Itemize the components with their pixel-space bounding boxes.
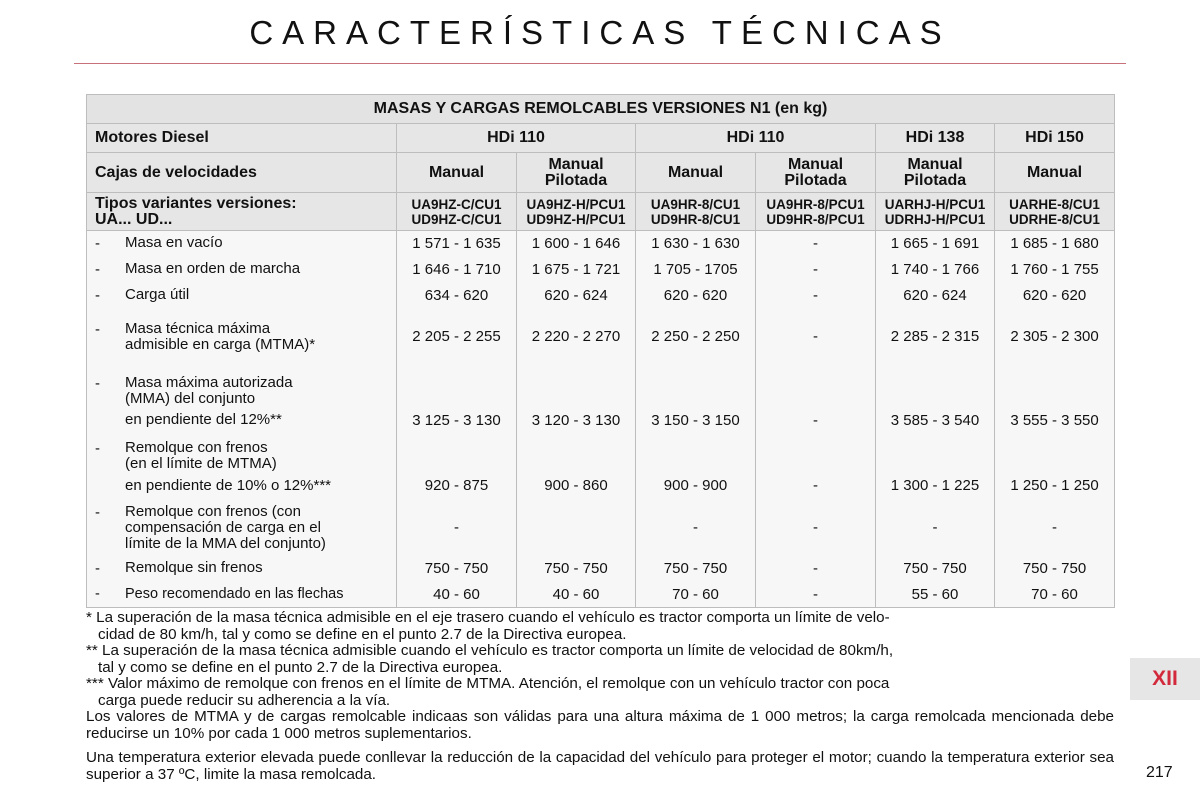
value-cell: 3 585 - 3 540 bbox=[876, 407, 995, 434]
row-label bbox=[87, 500, 397, 556]
value-cell: 750 - 750 bbox=[995, 556, 1115, 582]
page-title: CARACTERÍSTICAS TÉCNICAS bbox=[249, 14, 951, 51]
value-cell: - bbox=[995, 500, 1115, 556]
engines-label: Motores Diesel bbox=[87, 124, 397, 153]
value-cell: 750 - 750 bbox=[517, 556, 636, 582]
value-cell bbox=[636, 365, 756, 407]
row-label-text: Carga útil bbox=[125, 286, 190, 303]
type-cell bbox=[876, 193, 995, 231]
footnote-1-line1: * La superación de la masa técnica admisible en el eje trasero cuando el vehículo es tractor comporta un límite de velo- bbox=[86, 609, 890, 626]
type-code: UARHE-8/CU1 bbox=[1009, 196, 1100, 212]
value-cell: 750 - 750 bbox=[397, 556, 517, 582]
value-cell: 1 300 - 1 225 bbox=[876, 472, 995, 500]
value-cell: 750 - 750 bbox=[876, 556, 995, 582]
row-label bbox=[87, 283, 397, 309]
altitude-note: Los valores de MTMA y de cargas remolcable indicaas son válidas para una altura máxima de 1 000 metros; la carga remolcada mencionada debe reducirse un 10% por cada 1 000 metros suplementarios. bbox=[86, 708, 1114, 742]
type-cell bbox=[517, 193, 636, 231]
type-code: UA9HZ-C/CU1 bbox=[411, 196, 502, 212]
value-cell: - bbox=[756, 283, 876, 309]
type-cell bbox=[397, 193, 517, 231]
page-number: 217 bbox=[1146, 764, 1173, 781]
value-cell: 3 555 - 3 550 bbox=[995, 407, 1115, 434]
value-cell bbox=[517, 365, 636, 407]
value-cell: 1 630 - 1 630 bbox=[636, 231, 756, 257]
table-row bbox=[87, 231, 1115, 257]
value-cell: 2 220 - 2 270 bbox=[517, 309, 636, 365]
footnote-3-line2: carga puede reducir su adherencia a la vía. bbox=[98, 691, 391, 709]
gearbox-cell: Manual bbox=[636, 153, 756, 193]
row-label bbox=[87, 472, 397, 500]
row-label-text: Masa máxima autorizada bbox=[125, 373, 293, 391]
value-cell: - bbox=[397, 500, 517, 556]
bullet-dash: - bbox=[95, 560, 100, 577]
value-cell: 920 - 875 bbox=[397, 472, 517, 500]
bullet-dash: - bbox=[95, 439, 100, 457]
bullet-dash: - bbox=[95, 586, 100, 603]
value-cell: - bbox=[756, 231, 876, 257]
value-cell: 750 - 750 bbox=[636, 556, 756, 582]
value-cell bbox=[517, 434, 636, 472]
types-label-line2: UA... UD... bbox=[95, 210, 173, 228]
row-label bbox=[87, 257, 397, 283]
type-code: UD9HZ-H/PCU1 bbox=[526, 211, 626, 227]
footnote-3-line1: *** Valor máximo de remolque con frenos en el límite de MTMA. Atención, el remolque con un vehículo tractor con poca bbox=[86, 675, 890, 692]
row-label-text: Peso recomendado en las flechas bbox=[125, 586, 344, 603]
value-cell: 1 705 - 1705 bbox=[636, 257, 756, 283]
row-label-text: Masa en orden de marcha bbox=[125, 260, 301, 277]
value-cell: 1 760 - 1 755 bbox=[995, 257, 1115, 283]
bullet-dash: - bbox=[95, 235, 100, 253]
footnote-2-line2: tal y como se define en el punto 2.7 de la Directiva europea. bbox=[98, 658, 503, 676]
type-cell bbox=[636, 193, 756, 231]
value-cell: 1 685 - 1 680 bbox=[995, 231, 1115, 257]
type-cell bbox=[995, 193, 1115, 231]
value-cell: 1 571 - 1 635 bbox=[397, 231, 517, 257]
table-row bbox=[87, 556, 1115, 582]
bullet-dash: - bbox=[95, 374, 100, 392]
value-cell: 900 - 900 bbox=[636, 472, 756, 500]
footnote-1 bbox=[86, 610, 1114, 643]
type-code: UA9HR-8/PCU1 bbox=[766, 196, 865, 212]
value-cell: 1 740 - 1 766 bbox=[876, 257, 995, 283]
value-cell: 2 285 - 2 315 bbox=[876, 309, 995, 365]
value-cell bbox=[517, 500, 636, 556]
table-title-row bbox=[87, 95, 1115, 124]
type-code: UD9HR-8/PCU1 bbox=[766, 211, 865, 227]
value-cell: 620 - 620 bbox=[995, 283, 1115, 309]
gearbox-cell: Manual bbox=[397, 153, 517, 193]
types-label-line1: Tipos variantes versiones: bbox=[95, 194, 297, 212]
value-cell: - bbox=[756, 500, 876, 556]
engine-cell: HDi 110 bbox=[636, 124, 876, 153]
gearbox-cell: Manual Pilotada bbox=[756, 153, 876, 193]
value-cell: 1 250 - 1 250 bbox=[995, 472, 1115, 500]
row-label-text: Remolque sin frenos bbox=[125, 559, 263, 576]
row-label bbox=[87, 434, 397, 472]
value-cell bbox=[876, 365, 995, 407]
row-label-text: admisible en carga (MTMA)* bbox=[125, 335, 316, 353]
value-cell: - bbox=[756, 556, 876, 582]
value-cell: - bbox=[756, 309, 876, 365]
type-code: UD9HZ-C/CU1 bbox=[411, 211, 502, 227]
value-cell: - bbox=[636, 500, 756, 556]
type-code: UARHJ-H/PCU1 bbox=[884, 196, 986, 212]
value-cell bbox=[995, 434, 1115, 472]
value-cell: 2 205 - 2 255 bbox=[397, 309, 517, 365]
value-cell: 620 - 620 bbox=[636, 283, 756, 309]
engines-row bbox=[87, 124, 1115, 153]
value-cell: - bbox=[756, 472, 876, 500]
row-label-text: Remolque con frenos (con bbox=[125, 502, 301, 520]
bullet-dash: - bbox=[95, 287, 100, 304]
row-label bbox=[87, 309, 397, 365]
value-cell bbox=[756, 434, 876, 472]
title-divider bbox=[74, 63, 1126, 64]
gearbox-row bbox=[87, 153, 1115, 193]
value-cell: 2 250 - 2 250 bbox=[636, 309, 756, 365]
value-cell: 1 646 - 1 710 bbox=[397, 257, 517, 283]
table-row bbox=[87, 283, 1115, 309]
row-label bbox=[87, 231, 397, 257]
value-cell: 55 - 60 bbox=[876, 582, 995, 608]
type-code: UA9HR-8/CU1 bbox=[650, 196, 741, 212]
table-row bbox=[87, 500, 1115, 556]
footnote-1-line2: cidad de 80 km/h, tal y como se define en el punto 2.7 de la Directiva europea. bbox=[98, 625, 627, 643]
type-code: UD9HR-8/CU1 bbox=[650, 211, 741, 227]
value-cell: - bbox=[756, 407, 876, 434]
row-label-text: Masa técnica máxima bbox=[125, 319, 271, 337]
row-label-text: Masa en vacío bbox=[125, 234, 223, 252]
value-cell: 3 120 - 3 130 bbox=[517, 407, 636, 434]
types-row bbox=[87, 193, 1115, 231]
row-label-text: en pendiente de 10% o 12%*** bbox=[125, 476, 332, 494]
chapter-tab: XII bbox=[1130, 658, 1200, 700]
table-row bbox=[87, 365, 1115, 407]
value-cell: 70 - 60 bbox=[636, 582, 756, 608]
row-label-text: (MMA) del conjunto bbox=[125, 389, 256, 407]
value-cell: - bbox=[756, 582, 876, 608]
bullet-dash: - bbox=[95, 261, 100, 278]
value-cell: 620 - 624 bbox=[876, 283, 995, 309]
footnote-2-line1: ** La superación de la masa técnica admisible cuando el vehículo es tractor comporta un límite de velocidad de 80km/h, bbox=[86, 642, 894, 659]
value-cell: 3 150 - 3 150 bbox=[636, 407, 756, 434]
value-cell bbox=[397, 434, 517, 472]
footnotes bbox=[86, 610, 1114, 783]
value-cell: 1 600 - 1 646 bbox=[517, 231, 636, 257]
value-cell bbox=[397, 365, 517, 407]
row-label bbox=[87, 407, 397, 434]
table-title: MASAS Y CARGAS REMOLCABLES VERSIONES N1 (en kg) bbox=[87, 95, 1115, 124]
table-row bbox=[87, 257, 1115, 283]
row-label-text: (en el límite de MTMA) bbox=[125, 454, 277, 472]
value-cell: 3 125 - 3 130 bbox=[397, 407, 517, 434]
value-cell: - bbox=[756, 257, 876, 283]
value-cell bbox=[756, 365, 876, 407]
row-label bbox=[87, 556, 397, 582]
type-cell bbox=[756, 193, 876, 231]
row-label bbox=[87, 582, 397, 608]
value-cell bbox=[636, 434, 756, 472]
value-cell bbox=[995, 365, 1115, 407]
engine-cell: HDi 110 bbox=[397, 124, 636, 153]
engine-cell: HDi 150 bbox=[995, 124, 1115, 153]
types-label bbox=[87, 193, 397, 231]
engine-cell: HDi 138 bbox=[876, 124, 995, 153]
row-label-text: Remolque con frenos bbox=[125, 438, 268, 456]
type-code: UDRHJ-H/PCU1 bbox=[884, 211, 986, 227]
bullet-dash: - bbox=[95, 320, 100, 338]
value-cell: 1 665 - 1 691 bbox=[876, 231, 995, 257]
masses-table bbox=[86, 94, 1115, 608]
gearbox-cell: Manual bbox=[995, 153, 1115, 193]
type-code: UDRHE-8/CU1 bbox=[1009, 211, 1100, 227]
gearbox-cell: Manual Pilotada bbox=[517, 153, 636, 193]
gearbox-label: Cajas de velocidades bbox=[87, 153, 397, 193]
value-cell: 40 - 60 bbox=[517, 582, 636, 608]
value-cell: 634 - 620 bbox=[397, 283, 517, 309]
value-cell: 2 305 - 2 300 bbox=[995, 309, 1115, 365]
footnote-2 bbox=[86, 643, 1114, 676]
value-cell: 900 - 860 bbox=[517, 472, 636, 500]
row-label-text: en pendiente del 12%** bbox=[125, 411, 282, 428]
table-row bbox=[87, 472, 1115, 500]
value-cell: 1 675 - 1 721 bbox=[517, 257, 636, 283]
row-label bbox=[87, 365, 397, 407]
temperature-note: Una temperatura exterior elevada puede conllevar la reducción de la capacidad del vehículo para proteger el motor; cuando la temperatura exterior sea superior a 37 ºC, limite la masa remolcada. bbox=[86, 749, 1114, 783]
type-code: UA9HZ-H/PCU1 bbox=[526, 196, 626, 212]
footnote-3 bbox=[86, 676, 1114, 709]
value-cell: 70 - 60 bbox=[995, 582, 1115, 608]
value-cell: - bbox=[876, 500, 995, 556]
table-row bbox=[87, 309, 1115, 365]
table-row bbox=[87, 582, 1115, 608]
table-row bbox=[87, 434, 1115, 472]
gearbox-cell: Manual Pilotada bbox=[876, 153, 995, 193]
value-cell: 620 - 624 bbox=[517, 283, 636, 309]
bullet-dash: - bbox=[95, 503, 100, 521]
value-cell bbox=[876, 434, 995, 472]
value-cell: 40 - 60 bbox=[397, 582, 517, 608]
table-row bbox=[87, 407, 1115, 434]
row-label-text: compensación de carga en el bbox=[125, 518, 321, 536]
row-label-text: límite de la MMA del conjunto) bbox=[125, 534, 326, 552]
